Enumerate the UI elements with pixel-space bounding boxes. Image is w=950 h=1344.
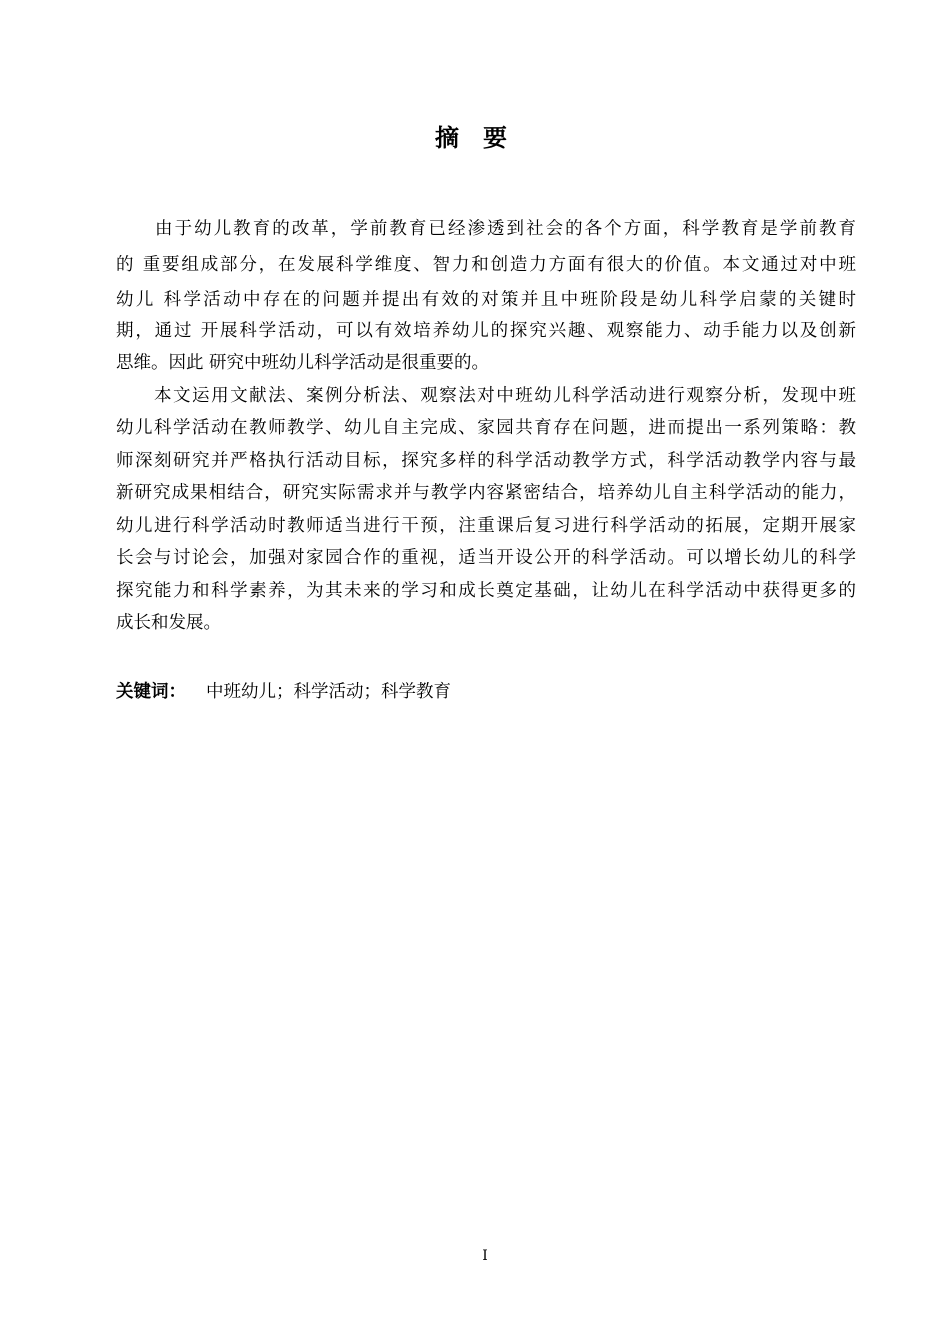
- paragraph-line: 幼儿 科学活动中存在的问题并提出有效的对策并且中班阶段是幼儿科学启蒙的关键时: [116, 290, 856, 310]
- paragraph-line: 幼儿进行科学活动时教师适当进行干预，注重课后复习进行科学活动的拓展，定期开展家: [116, 516, 856, 536]
- paragraph-line: 本文运用文献法、案例分析法、观察法对中班幼儿科学活动进行观察分析，发现中班: [116, 386, 856, 406]
- paragraph-line: 新研究成果相结合，研究实际需求并与教学内容紧密结合，培养幼儿自主科学活动的能力，: [116, 483, 856, 503]
- keywords-label: 关键词：: [116, 682, 186, 702]
- page-title: 摘要: [435, 123, 531, 152]
- paragraph-line: 幼儿科学活动在教师教学、幼儿自主完成、家园共育存在问题，进而提出一系列策略：教: [116, 418, 856, 438]
- page-number: I: [482, 1248, 488, 1264]
- paragraph-line: 思维。因此 研究中班幼儿科学活动是很重要的。: [116, 353, 490, 373]
- keywords-value: 中班幼儿；科学活动；科学教育: [206, 682, 451, 702]
- paragraph-line: 期，通过 开展科学活动，可以有效培养幼儿的探究兴趣、观察能力、动手能力以及创新: [116, 321, 856, 341]
- paragraph-line: 由于幼儿教育的改革，学前教育已经渗透到社会的各个方面，科学教育是学前教育: [116, 219, 856, 239]
- paragraph-line: 师深刻研究并严格执行活动目标，探究多样的科学活动教学方式，科学活动教学内容与最: [116, 451, 856, 471]
- paragraph-line: 长会与讨论会，加强对家园合作的重视，适当开设公开的科学活动。可以增长幼儿的科学: [116, 548, 856, 568]
- paragraph-line: 的 重要组成部分，在发展科学维度、智力和创造力方面有很大的价值。本文通过对中班: [116, 255, 856, 275]
- keywords-line: [116, 680, 451, 704]
- paragraph-line: 成长和发展。: [116, 613, 221, 633]
- paragraph-line: 探究能力和科学素养，为其未来的学习和成长奠定基础，让幼儿在科学活动中获得更多的: [116, 581, 856, 601]
